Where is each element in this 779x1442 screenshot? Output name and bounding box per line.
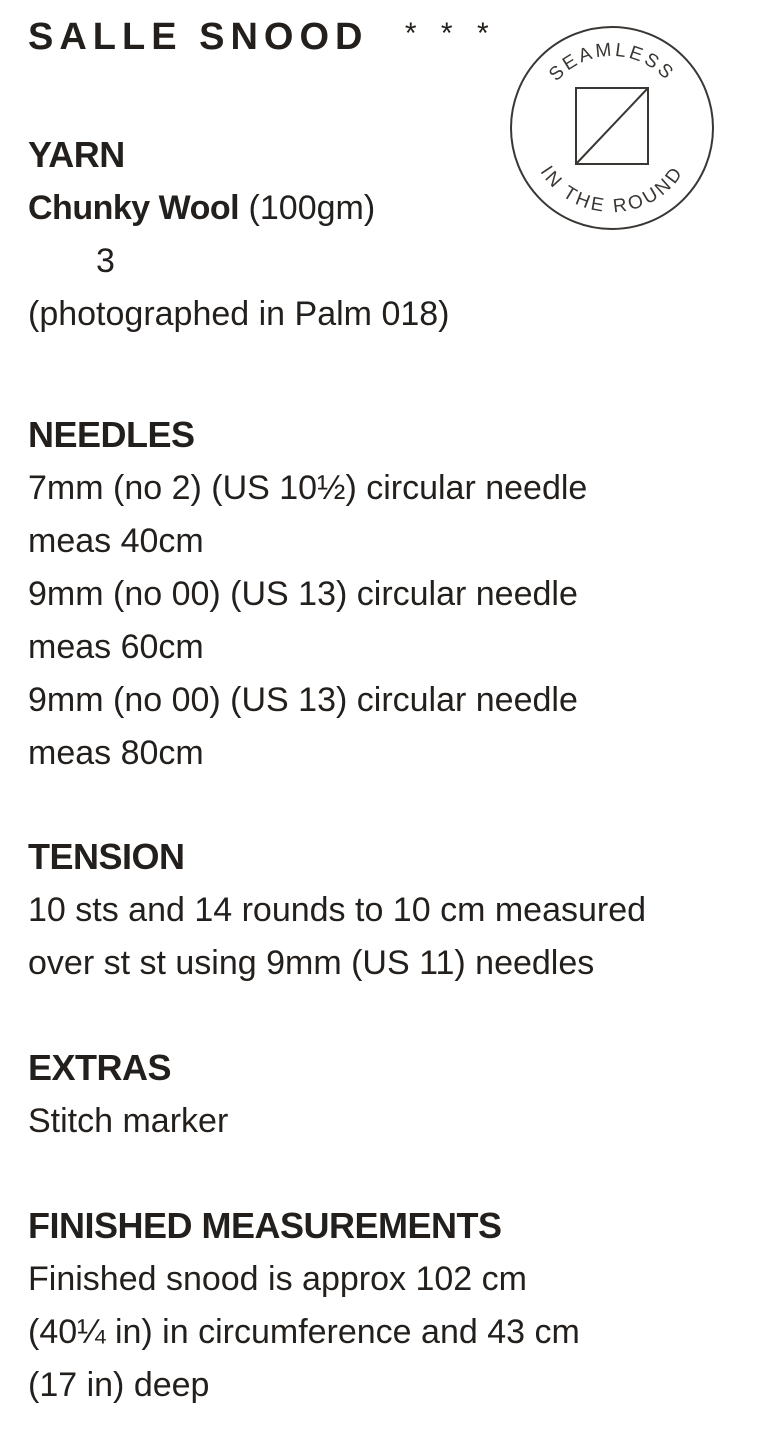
needles-line: meas 40cm: [28, 522, 204, 560]
yarn-heading: YARN: [28, 134, 125, 175]
yarn-note: (photographed in Palm 018): [28, 295, 450, 333]
finished-section: [28, 1199, 759, 1412]
yarn-name-line: [28, 182, 759, 235]
tension-section: [28, 830, 759, 990]
tension-line: over st st using 9mm (US 11) needles: [28, 944, 595, 982]
finished-line: (17 in) deep: [28, 1366, 210, 1404]
page-title: SALLE SNOOD: [28, 16, 369, 58]
extras-heading: EXTRAS: [28, 1047, 172, 1088]
finished-line: Finished snood is approx 102 cm: [28, 1260, 527, 1298]
title-row: [28, 16, 497, 59]
needles-line: 7mm (no 2) (US 10½) circular needle: [28, 469, 588, 507]
extras-line: Stitch marker: [28, 1102, 229, 1140]
tension-heading: TENSION: [28, 836, 185, 877]
yarn-section: [28, 128, 759, 341]
finished-heading: FINISHED MEASUREMENTS: [28, 1205, 502, 1246]
yarn-weight: (100gm): [248, 189, 376, 227]
yarn-quantity: 3: [96, 242, 115, 280]
needles-line: 9mm (no 00) (US 13) circular needle: [28, 575, 578, 613]
needles-line: meas 60cm: [28, 628, 204, 666]
tension-line: 10 sts and 14 rounds to 10 cm measured: [28, 891, 647, 929]
difficulty-rating: * * *: [404, 17, 497, 50]
yarn-name: Chunky Wool: [28, 189, 240, 227]
badge-top-text: SEAMLESS: [545, 39, 679, 86]
needles-heading: NEEDLES: [28, 414, 195, 455]
needles-section: [28, 408, 759, 780]
finished-line: (40¼ in) in circumference and 43 cm: [28, 1313, 580, 1351]
needles-line: 9mm (no 00) (US 13) circular needle: [28, 681, 578, 719]
svg-text:SEAMLESS: [545, 40, 679, 86]
needles-line: meas 80cm: [28, 734, 204, 772]
badge-bottom-text: IN THE ROUND: [535, 161, 689, 218]
extras-section: [28, 1041, 759, 1148]
